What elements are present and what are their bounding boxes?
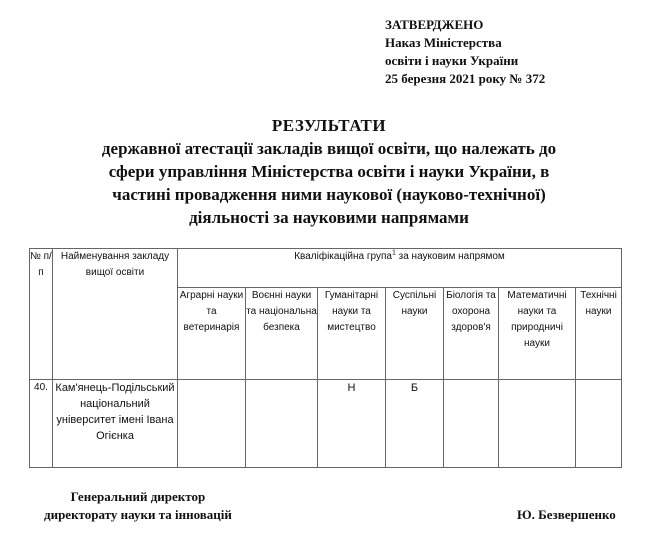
group-title-suffix: за науковим напрямом xyxy=(395,251,505,262)
table-row xyxy=(30,380,622,468)
approval-label: ЗАТВЕРДЖЕНО xyxy=(385,17,484,32)
approval-order: Наказ Міністерства xyxy=(385,35,502,50)
cell-biology xyxy=(444,380,499,468)
approval-stamp xyxy=(385,16,545,88)
header-technical: Технічні науки xyxy=(576,288,622,380)
cell-agrarian xyxy=(178,380,246,468)
title-heading: РЕЗУЛЬТАТИ xyxy=(271,116,387,135)
header-number: № п/п xyxy=(30,249,53,380)
signatory-name: Ю. Безвершенко xyxy=(517,507,616,522)
header-agrarian: Аграрні науки та ветеринарія xyxy=(178,288,246,380)
header-social: Суспільні науки xyxy=(386,288,444,380)
cell-humanities: Н xyxy=(318,380,386,468)
cell-social: Б xyxy=(386,380,444,468)
signatory-position-line-1: Генеральний директор xyxy=(70,489,206,504)
approval-date: 25 березня 2021 року № 372 xyxy=(385,71,546,86)
title-line-2: сфери управління Міністерства освіти і науки України, в xyxy=(108,162,550,181)
title-line-1: державної атестації закладів вищої освіти, що належать до xyxy=(101,139,557,158)
header-qualification-group xyxy=(178,249,622,288)
row-institution-name: Кам'янець-Подільський національний університет імені Івана Огієнка xyxy=(53,380,178,468)
header-military: Воєнні науки та національна безпека xyxy=(246,288,318,380)
header-biology: Біологія та охорона здоров'я xyxy=(444,288,499,380)
cell-military xyxy=(246,380,318,468)
signatory-position-line-2: директорату науки та інновацій xyxy=(44,507,232,522)
header-mathematics: Математичні науки та природничі науки xyxy=(499,288,576,380)
header-institution: Найменування закладу вищої освіти xyxy=(53,249,178,380)
approval-ministry: освіти і науки України xyxy=(385,53,519,68)
signatory-position xyxy=(44,488,232,524)
results-table xyxy=(29,248,622,468)
document-title xyxy=(0,114,658,229)
header-humanities: Гуманітарні науки та мистецтво xyxy=(318,288,386,380)
row-number: 40. xyxy=(30,380,53,468)
cell-technical xyxy=(576,380,622,468)
title-line-4: діяльності за науковими напрямами xyxy=(189,208,469,227)
title-line-3: частині провадження ними наукової (науково-технічної) xyxy=(112,185,546,204)
cell-mathematics xyxy=(499,380,576,468)
footnote-marker: 1 xyxy=(391,249,396,257)
group-title: Кваліфікаційна група xyxy=(294,251,392,262)
